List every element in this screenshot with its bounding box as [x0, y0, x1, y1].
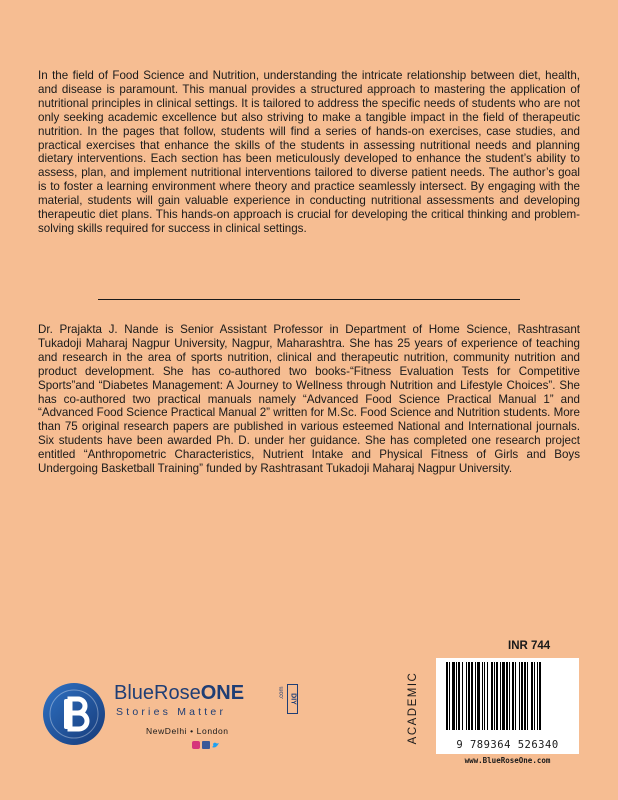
twitter-icon: [212, 743, 219, 748]
publisher-cities: NewDelhi • London: [146, 726, 229, 736]
publisher-name-main: BlueRose: [114, 682, 201, 704]
social-icons: [192, 741, 220, 749]
barcode-bars: [436, 662, 579, 740]
genre-label: [399, 658, 427, 758]
author-bio: Dr. Prajakta J. Nande is Senior Assistant Professor in Department of Home Science, Rashtrasant Tukadoji Maharaj Nagpur University, Nagpur, Maharashtra. She has 25 years of experience of teaching and research in the area of sports nutrition, clinical and therapeutic nutrition, community nutrition and product development. She has co-authored two books-“Fitness Evaluation Tests for Competitive Sports”and “Diabetes Management: A Journey to Wellness through Nutrition and Lifestyle Choices”. She has co-authored two practical manuals namely “Advanced Food Science Practical Manual 1” and “Advanced Food Science Practical Manual 2” written for M.Sc. Food Science and Nutrition students. More than 75 original research papers are published in various esteemed National and International journals. Six students have been awarded Ph. D. under her guidance. She has completed one research project entitled “Anthropometric Characteristics, Nutrient Intake and Physical Fitness of Girls and Boys Undergoing Basketball Training” funded by Rashtrasant Tukadoji Maharaj Nagpur University.: [38, 323, 580, 476]
publisher-website: www.BlueRoseOne.com: [464, 756, 551, 765]
publisher-tagline: Stories Matter: [116, 706, 227, 718]
publisher-name-accent: ONE: [200, 682, 245, 704]
publisher-diy-badge: [287, 684, 298, 714]
isbn-barcode: [436, 658, 579, 754]
blue-rose-b-logo-icon: [42, 682, 106, 746]
book-blurb: In the field of Food Science and Nutrition, understanding the intricate relationship between diet, health, and disease is paramount. This manual provides a structured approach to mastering the application of nutritional principles in clinical settings. It is tailored to address the specific needs of students who are not only seeking academic excellence but also striving to make a tangible impact in the field of therapeutic nutrition. In the pages that follow, students will find a series of hands-on exercises, case studies, and practical exercises that enhance the skills of the students in assessing nutritional needs and planning dietary interventions. Each section has been meticulously developed to enhance the student’s ability to assess, plan, and implement nutritional interventions tailored to diverse patient needs. The author’s goal is to foster a learning environment where theory and practice seamlessly intersect. By engaging with the material, students will gain valuable experience in conducting nutritional assessments and developing therapeutic diet plans. This hands-on approach is crucial for developing the critical thinking and problem-solving skills required for success in clinical settings.: [38, 69, 580, 235]
facebook-icon: [202, 741, 210, 749]
publisher-com-text: .com: [279, 686, 285, 700]
publisher-diy-text: DIY: [289, 693, 296, 705]
instagram-icon: [192, 741, 200, 749]
isbn-number: 9 789364 526340: [456, 739, 559, 751]
publisher-com: [278, 684, 286, 702]
price-label: INR 744: [508, 640, 551, 652]
genre-text: ACADEMIC: [407, 671, 419, 745]
section-divider: [98, 299, 520, 300]
publisher-name: [114, 682, 244, 705]
